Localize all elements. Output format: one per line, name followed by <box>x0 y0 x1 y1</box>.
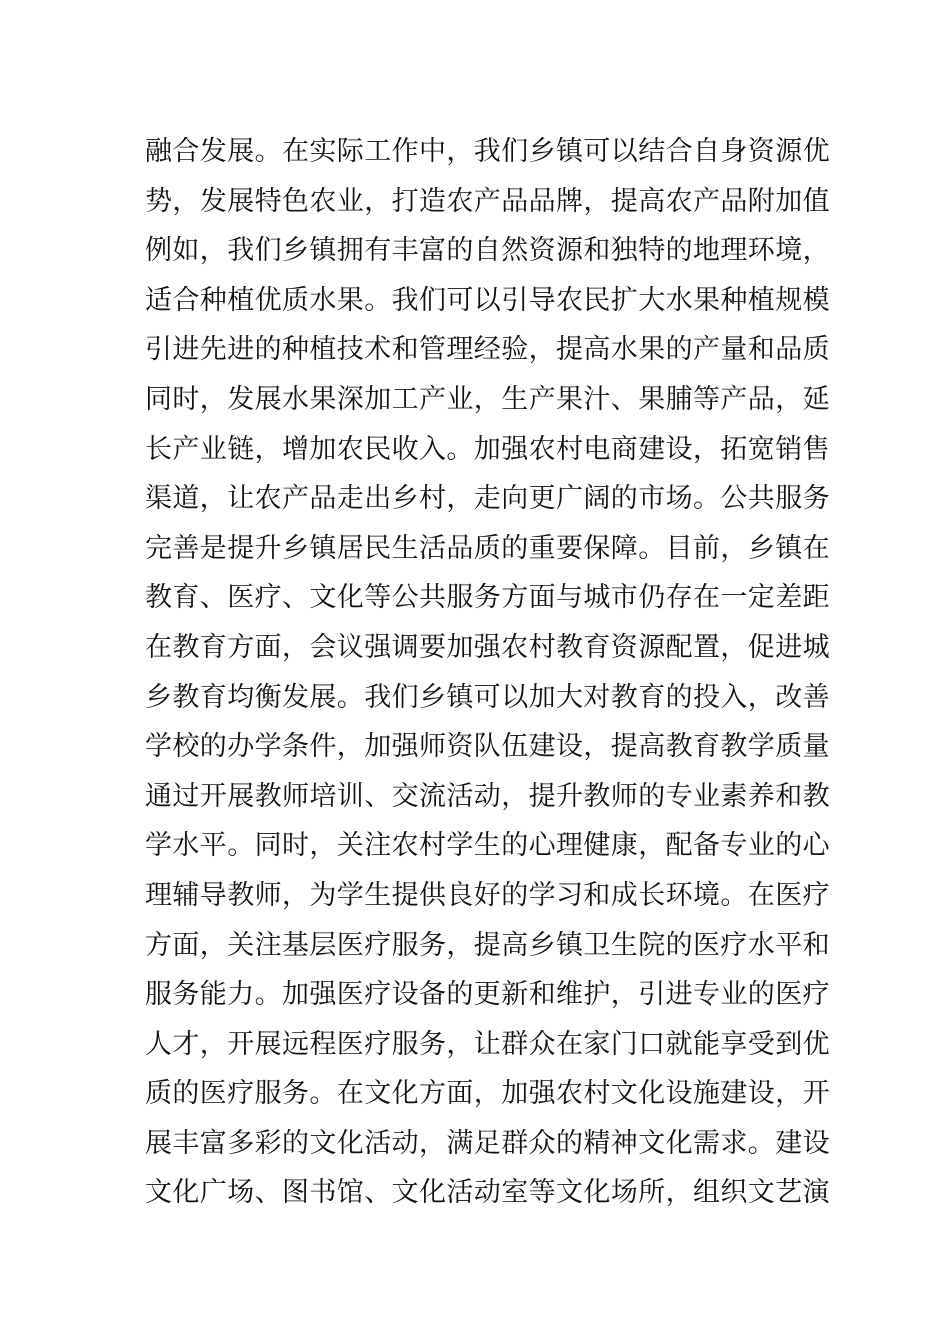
text-line-14: 通过开展教师培训、交流活动，提升教师的专业素养和教 <box>145 780 830 812</box>
text-line-8: 渠道，让农产品走出乡村，走向更广阔的市场。公共服务 <box>145 483 830 515</box>
text-line-21: 展丰富多彩的文化活动，满足群众的精神文化需求。建设 <box>145 1127 830 1159</box>
text-line-18: 服务能力。加强医疗设备的更新和维护，引进专业的医疗 <box>145 979 830 1011</box>
text-line-6: 同时，发展水果深加工产业，生产果汁、果脯等产品，延 <box>145 383 830 415</box>
text-line-15: 学水平。同时，关注农村学生的心理健康，配备专业的心 <box>145 830 830 862</box>
text-line-19: 人才，开展远程医疗服务，让群众在家门口就能享受到优 <box>145 1028 830 1060</box>
text-line-5: 引进先进的种植技术和管理经验，提高水果的产量和品质 <box>145 334 830 366</box>
text-line-16: 理辅导教师，为学生提供良好的学习和成长环境。在医疗 <box>145 879 830 911</box>
body-text <box>145 127 830 1218</box>
text-line-22: 文化广场、图书馆、文化活动室等文化场所，组织文艺演 <box>145 1177 830 1209</box>
text-line-3: 例如，我们乡镇拥有丰富的自然资源和独特的地理环境， <box>145 235 830 267</box>
text-line-2: 势，发展特色农业，打造农产品品牌，提高农产品附加值 <box>145 185 830 217</box>
text-line-11: 在教育方面，会议强调要加强农村教育资源配置，促进城 <box>145 631 830 663</box>
text-line-17: 方面，关注基层医疗服务，提高乡镇卫生院的医疗水平和 <box>145 929 830 961</box>
text-line-12: 乡教育均衡发展。我们乡镇可以加大对教育的投入，改善 <box>145 681 830 713</box>
text-line-4: 适合种植优质水果。我们可以引导农民扩大水果种植规模 <box>145 284 830 316</box>
text-line-9: 完善是提升乡镇居民生活品质的重要保障。目前，乡镇在 <box>145 532 830 564</box>
text-line-1: 融合发展。在实际工作中，我们乡镇可以结合自身资源优 <box>145 136 830 167</box>
text-line-20: 质的医疗服务。在文化方面，加强农村文化设施建设，开 <box>145 1078 830 1110</box>
text-line-13: 学校的办学条件，加强师资队伍建设，提高教育教学质量 <box>145 731 830 763</box>
text-line-10: 教育、医疗、文化等公共服务方面与城市仍存在一定差距 <box>145 582 830 614</box>
text-line-7: 长产业链，增加农民收入。加强农村电商建设，拓宽销售 <box>145 433 830 465</box>
